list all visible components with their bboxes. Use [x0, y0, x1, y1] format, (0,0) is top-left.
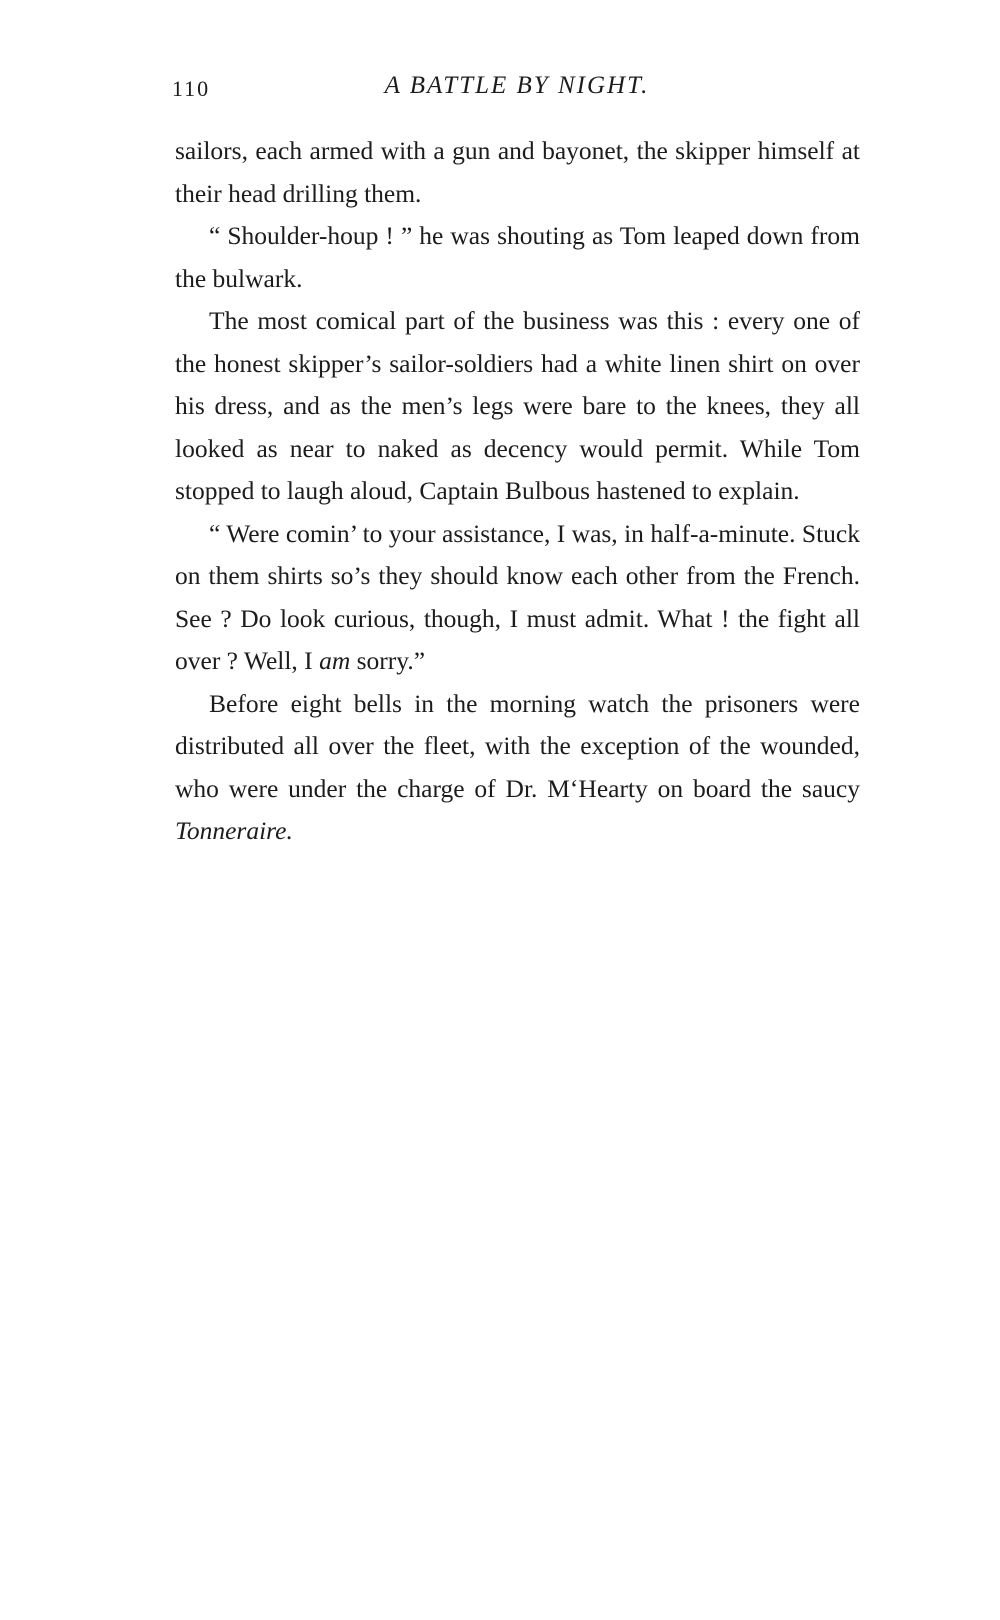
paragraph: “ Shoulder-houp ! ” he was shouting as Tom leaped down from the bulwark. — [175, 221, 860, 293]
paragraph — [175, 683, 860, 853]
page-header — [172, 72, 862, 112]
paragraph: sailors, each armed with a gun and bayonet, the skipper himself at their head drilling them. — [175, 136, 860, 208]
paragraph — [175, 513, 860, 683]
paragraph-text: Before eight bells in the morning watch the prisoners were distributed all over the fleet, with the exception of the wounded, who were under the charge of Dr. M‘Hearty on board the saucy — [175, 688, 860, 803]
body-text — [175, 130, 860, 853]
ship-name: Tonneraire. — [175, 816, 293, 845]
running-title: A BATTLE BY NIGHT. — [384, 72, 650, 99]
emphasis-text: am — [319, 646, 351, 675]
paragraph-text: sorry.” — [350, 646, 426, 675]
paragraph-text: “ Were comin’ to your assistance, I was, in half-a-minute. Stuck on them shirts so’s they should know each other from the French. See ? Do look curious, though, I must admit. What ! the fight all over ? Well, I — [175, 518, 860, 675]
page-number: 110 — [172, 76, 211, 101]
paragraph: The most comical part of the business was this : every one of the honest skipper’s sailor-soldiers had a white linen shirt on over his dress, and as the men’s legs were bare to the knees, they all looked as near to naked as decency would permit. While Tom stopped to laugh aloud, Captain Bulbous hastened to explain. — [175, 306, 860, 505]
